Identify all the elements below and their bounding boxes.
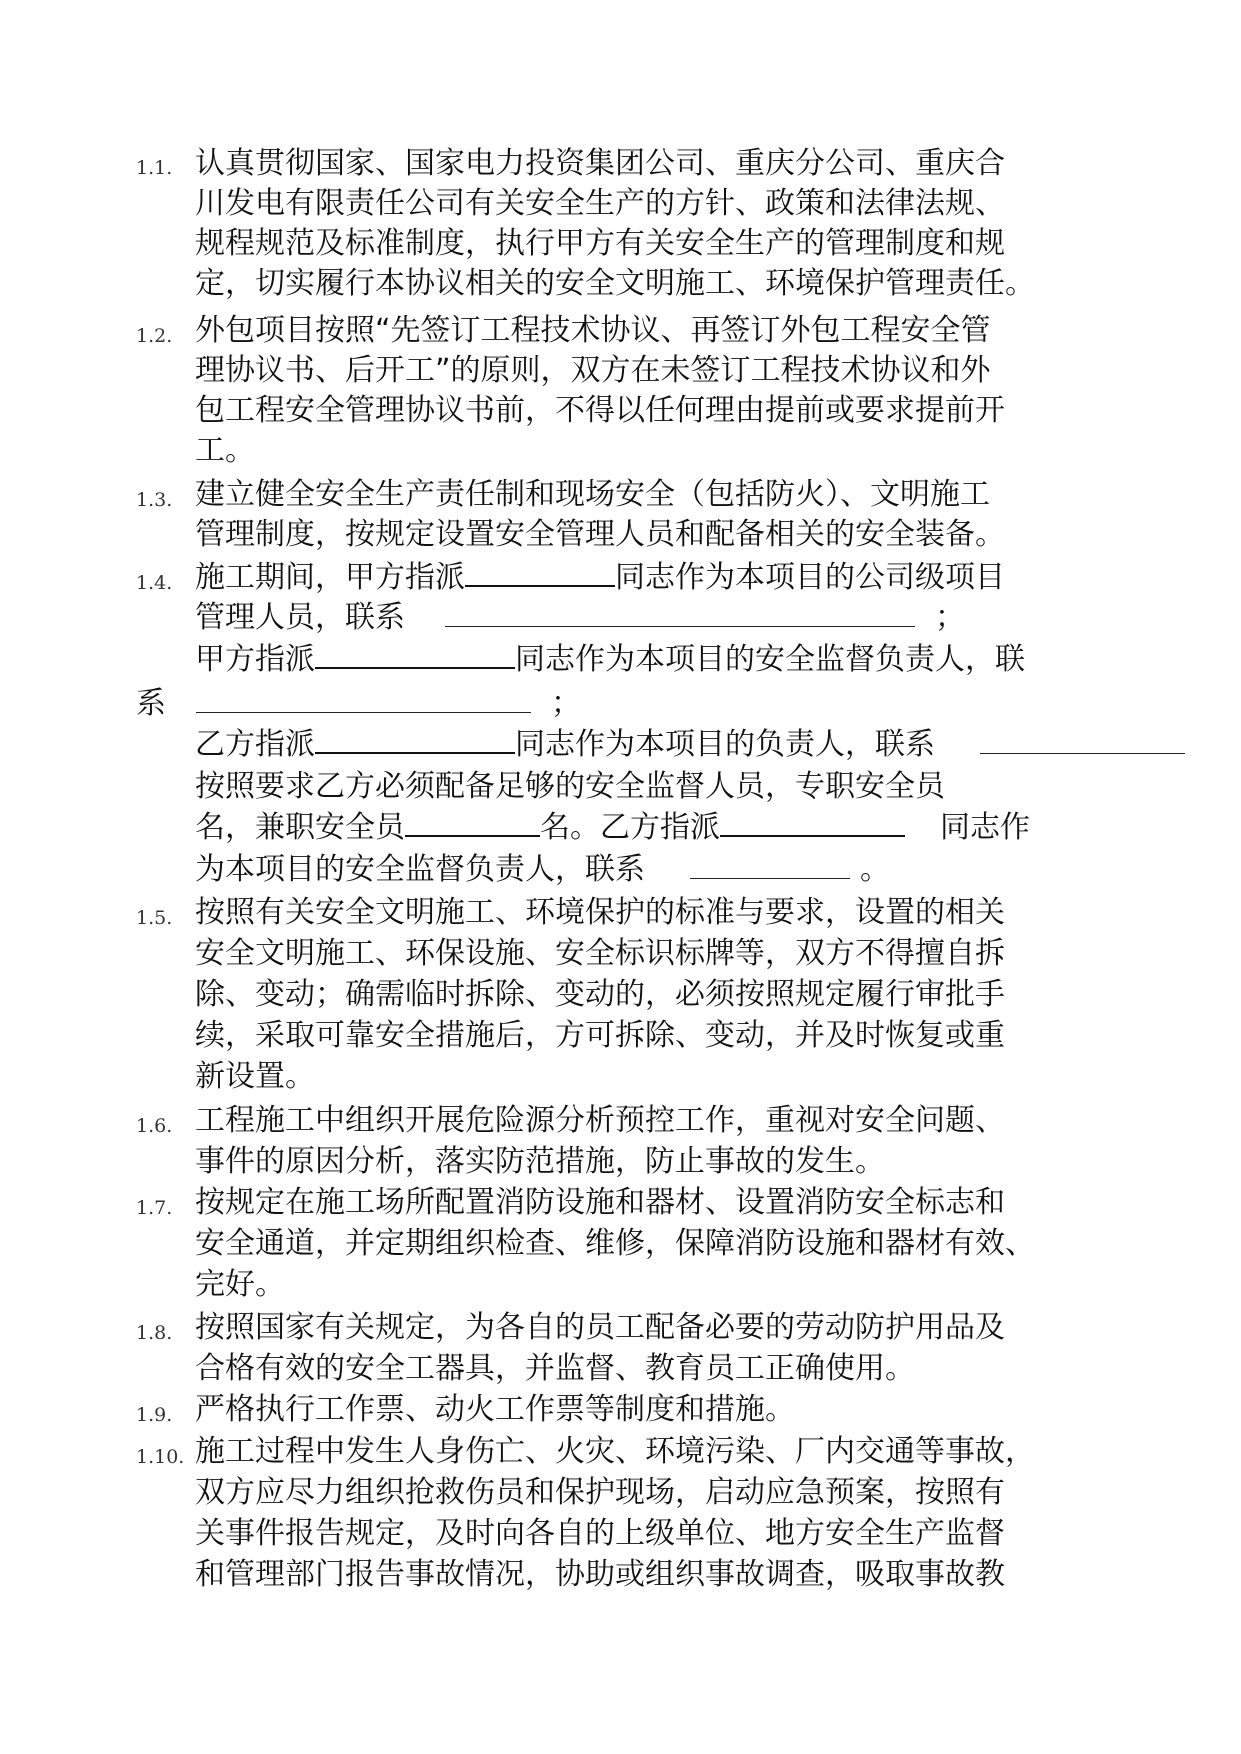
clause-text-line: 工程施工中组织开展危险源分析预控工作，重视对安全问题、 [195, 1103, 1005, 1138]
clause-text: 同志作 [940, 810, 1030, 845]
clause-text: ； [551, 686, 581, 721]
clause-text: 系 [136, 686, 166, 721]
clause-text-line: 外包项目按照“先签订工程技术协议、再签订外包工程安全管 [195, 313, 991, 348]
fill-in-blank[interactable] [465, 559, 615, 587]
fill-in-blank[interactable] [405, 809, 540, 837]
clause-text-line [195, 808, 1030, 848]
clause-text: 名，兼职安全员 [195, 810, 405, 845]
fill-in-blank[interactable] [690, 852, 850, 879]
clause-text-line: 按规定在施工场所配置消防设施和器材、设置消防安全标志和 [195, 1185, 1005, 1220]
clause-number: 1.3. [136, 489, 173, 511]
clause-text: 名。乙方指派 [540, 810, 720, 845]
clause-text-line: 规程规范及标准制度，执行甲方有关安全生产的管理制度和规 [195, 226, 1005, 261]
clause-text: 。 [860, 852, 890, 887]
clause-number: 1.7. [136, 1197, 173, 1219]
fill-in-blank[interactable] [720, 809, 905, 837]
clause-text-line: 认真贯彻国家、国家电力投资集团公司、重庆分公司、重庆合 [195, 146, 1005, 181]
clause-text-line: 包工程安全管理协议书前，不得以任何理由提前或要求提前开 [195, 393, 1005, 428]
clause-text-line: 双方应尽力组织抢救伤员和保护现场，启动应急预案，按照有 [195, 1475, 1005, 1510]
clause-number: 1.9. [136, 1404, 173, 1426]
clause-text: 乙方指派 [195, 727, 315, 762]
clause-text-line: 事件的原因分析，落实防范措施，防止事故的发生。 [195, 1144, 885, 1179]
clause-text: 甲方指派 [195, 642, 315, 677]
clause-text-line: 续，采取可靠安全措施后，方可拆除、变动，并及时恢复或重 [195, 1018, 1005, 1053]
clause-text-line: 完好。 [195, 1267, 285, 1302]
clause-text-line: 和管理部门报告事故情况，协助或组织事故调查，吸取事故教 [195, 1557, 1005, 1592]
clause-text-line: 严格执行工作票、动火工作票等制度和措施。 [195, 1392, 795, 1427]
clause-text: 管理人员，联系 [195, 600, 405, 635]
clause-text: 同志作为本项目的公司级项目 [615, 560, 1005, 595]
clause-text-line: 合格有效的安全工器具，并监督、教育员工正确使用。 [195, 1351, 915, 1386]
clause-text-line [195, 558, 1005, 598]
clause-text-line: 按照要求乙方必须配备足够的安全监督人员，专职安全员 [195, 769, 945, 804]
clause-text: 施工期间，甲方指派 [195, 560, 465, 595]
clause-text: 同志作为本项目的负责人，联系 [515, 727, 935, 762]
clause-number: 1.4. [136, 572, 173, 594]
clause-text-line [195, 725, 1185, 765]
clause-text-line: 川发电有限责任公司有关安全生产的方针、政策和法律法规、 [195, 186, 1005, 221]
clause-text-line: 除、变动；确需临时拆除、变动的，必须按照规定履行审批手 [195, 977, 1005, 1012]
clause-text-line: 理协议书、后开工”的原则，双方在未签订工程技术协议和外 [195, 353, 991, 388]
clause-text-line: 定，切实履行本协议相关的安全文明施工、环境保护管理责任。 [195, 266, 1035, 301]
clause-number: 1.1. [136, 157, 173, 179]
clause-number: 1.8. [136, 1322, 173, 1344]
clause-text: 为本项目的安全监督负责人，联系 [195, 852, 645, 887]
clause-text-line: 管理制度，按规定设置安全管理人员和配备相关的安全装备。 [195, 517, 1005, 552]
fill-in-blank[interactable] [315, 726, 515, 754]
clause-text-line [136, 684, 581, 724]
fill-in-blank[interactable] [980, 727, 1185, 754]
clause-text-line [195, 640, 1025, 680]
clause-number: 1.6. [136, 1115, 173, 1137]
clause-number: 1.5. [136, 907, 173, 929]
clause-text-line: 安全通道，并定期组织检查、维修，保障消防设施和器材有效、 [195, 1226, 1035, 1261]
clause-text-line: 施工过程中发生人身伤亡、火灾、环境污染、厂内交通等事故， [195, 1434, 1035, 1469]
clause-text-line: 关事件报告规定，及时向各自的上级单位、地方安全生产监督 [195, 1516, 1005, 1551]
clause-text-line: 按照国家有关规定，为各自的员工配备必要的劳动防护用品及 [195, 1310, 1005, 1345]
clause-text: 同志作为本项目的安全监督负责人，联 [515, 642, 1025, 677]
clause-text: ； [935, 600, 965, 635]
clause-number: 1.10. [136, 1446, 185, 1468]
fill-in-blank[interactable] [315, 641, 515, 669]
clause-text-line: 工。 [195, 433, 255, 468]
clause-number: 1.2. [136, 325, 173, 347]
clause-text-line: 安全文明施工、环保设施、安全标识标牌等，双方不得擅自拆 [195, 936, 1005, 971]
fill-in-blank[interactable] [445, 600, 915, 627]
clause-text-line: 按照有关安全文明施工、环境保护的标准与要求，设置的相关 [195, 895, 1005, 930]
clause-text-line [195, 850, 890, 890]
fill-in-blank[interactable] [196, 686, 531, 713]
clause-text-line [195, 598, 965, 638]
clause-text-line: 新设置。 [195, 1059, 315, 1094]
clause-text-line: 建立健全安全生产责任制和现场安全（包括防火）、文明施工 [195, 477, 990, 512]
